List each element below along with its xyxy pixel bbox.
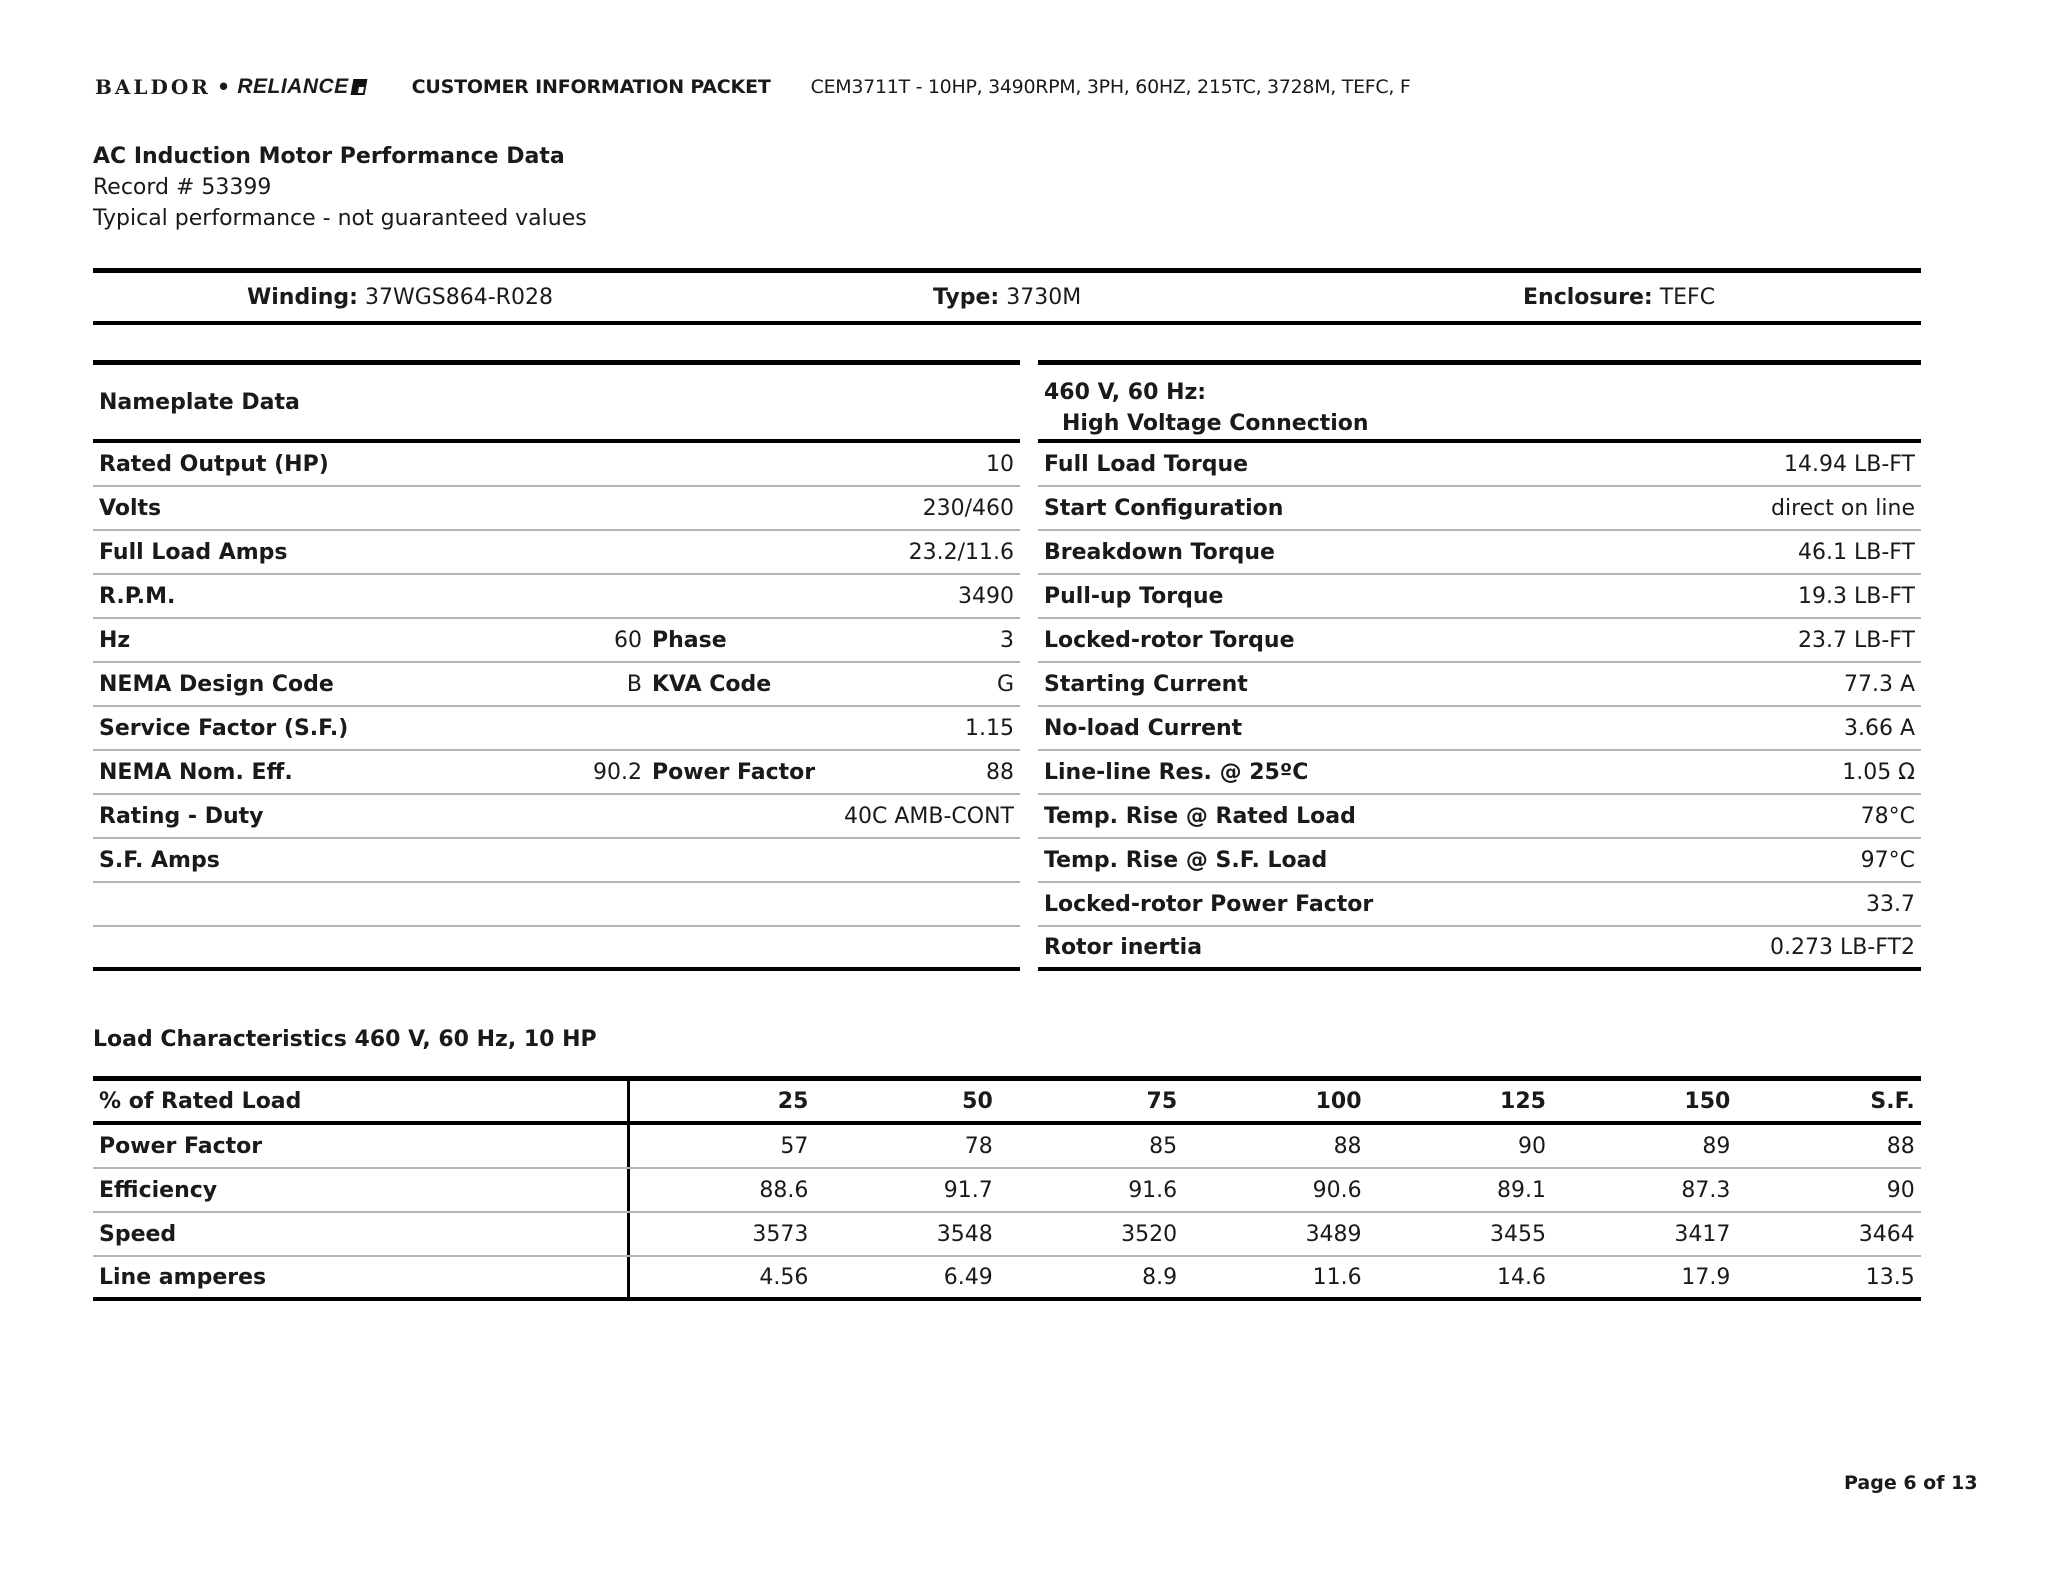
cell: 11.6 <box>1312 1264 1362 1290</box>
table-row <box>93 443 1020 487</box>
nameplate-title: Nameplate Data <box>93 365 1020 443</box>
table-row <box>93 1125 1921 1169</box>
high-voltage-subtitle: High Voltage Connection <box>1062 411 1369 436</box>
table-row <box>93 1213 1921 1257</box>
page-header <box>95 72 1411 102</box>
row-label: No-load Current <box>1044 715 1243 741</box>
row-mid-value: B <box>626 671 642 697</box>
cell: 89.1 <box>1496 1177 1546 1203</box>
winding-label: Winding: <box>247 284 358 310</box>
cell: 3489 <box>1305 1221 1362 1247</box>
type-label: Type: <box>933 284 1000 310</box>
cell: 89 <box>1702 1133 1731 1159</box>
header-label: % of Rated Load <box>93 1081 630 1121</box>
column-header: S.F. <box>1870 1088 1915 1114</box>
table-row <box>93 751 1020 795</box>
row-mid-value: 60 <box>614 627 642 653</box>
row-value: 3490 <box>958 583 1014 609</box>
table-row <box>93 707 1020 751</box>
row-value: 1.05 Ω <box>1842 759 1915 785</box>
cell: 14.6 <box>1496 1264 1546 1290</box>
product-description: CEM3711T - 10HP, 3490RPM, 3PH, 60HZ, 215TC, 3728M, TEFC, F <box>810 76 1411 98</box>
cell: 6.49 <box>943 1264 993 1290</box>
cell: 88.6 <box>759 1177 809 1203</box>
cell: 3520 <box>1121 1221 1178 1247</box>
column-header: 150 <box>1684 1088 1731 1114</box>
column-header: 75 <box>1146 1088 1178 1114</box>
row-value: G <box>996 671 1014 697</box>
row-label: Pull-up Torque <box>1044 583 1224 609</box>
table-row-empty <box>93 927 1020 971</box>
winding-field <box>247 285 553 310</box>
row-value: 14.94 LB-FT <box>1784 451 1915 477</box>
row-label: Power Factor <box>93 1125 630 1167</box>
row-label: Rating - Duty <box>99 803 264 829</box>
row-mid-label: KVA Code <box>652 671 772 697</box>
row-value: 88 <box>986 759 1014 785</box>
row-label: Full Load Amps <box>99 539 288 565</box>
cell: 57 <box>780 1133 809 1159</box>
type-value: 3730M <box>1006 284 1082 310</box>
row-label: Line-line Res. @ 25ºC <box>1044 759 1309 785</box>
row-value: 23.7 LB-FT <box>1798 627 1915 653</box>
table-row-empty <box>93 883 1020 927</box>
cell: 90 <box>1886 1177 1915 1203</box>
table-row <box>1038 663 1921 707</box>
row-value: 33.7 <box>1866 891 1915 917</box>
row-mid-label: Phase <box>652 627 727 653</box>
enclosure-value: TEFC <box>1659 284 1716 310</box>
page-number: Page 6 of 13 <box>1844 1472 1978 1494</box>
high-voltage-table <box>1038 360 1921 971</box>
table-row <box>93 531 1020 575</box>
column-header: 125 <box>1500 1088 1546 1114</box>
column-header: 25 <box>777 1088 809 1114</box>
row-value: 3 <box>1000 627 1014 653</box>
column-header: 100 <box>1315 1088 1362 1114</box>
table-row <box>1038 839 1921 883</box>
logo-baldor-text: BALDOR <box>95 75 211 99</box>
cell: 88 <box>1333 1133 1362 1159</box>
row-label: R.P.M. <box>99 583 176 609</box>
winding-info-bar <box>93 268 1921 325</box>
row-value: 3.66 A <box>1843 715 1915 741</box>
table-row <box>1038 575 1921 619</box>
cell: 4.56 <box>759 1264 809 1290</box>
row-label: Line amperes <box>93 1257 630 1297</box>
document-title: AC Induction Motor Performance Data <box>93 144 565 169</box>
row-value: 10 <box>986 451 1014 477</box>
logo-separator: • <box>216 75 232 99</box>
table-row <box>93 1169 1921 1213</box>
cell: 3417 <box>1674 1221 1731 1247</box>
row-value: direct on line <box>1771 495 1915 521</box>
cell: 85 <box>1149 1133 1178 1159</box>
table-row <box>1038 531 1921 575</box>
load-characteristics-title: Load Characteristics 460 V, 60 Hz, 10 HP <box>93 1027 597 1052</box>
row-label: Rated Output (HP) <box>99 451 329 477</box>
table-row <box>1038 487 1921 531</box>
row-value: 23.2/11.6 <box>908 539 1014 565</box>
nameplate-table <box>93 360 1020 971</box>
row-value: 46.1 LB-FT <box>1798 539 1915 565</box>
winding-value: 37WGS864-R028 <box>364 284 553 310</box>
cell: 78 <box>964 1133 993 1159</box>
cell: 91.7 <box>943 1177 993 1203</box>
cell: 13.5 <box>1865 1264 1915 1290</box>
record-number: Record # 53399 <box>93 175 272 200</box>
cell: 3548 <box>936 1221 993 1247</box>
row-value: 78°C <box>1860 803 1915 829</box>
table-row <box>1038 751 1921 795</box>
row-label: S.F. Amps <box>99 847 220 873</box>
row-label: Hz <box>99 627 131 653</box>
logo-reliance-text: RELIANCE <box>237 75 349 98</box>
cell: 3455 <box>1489 1221 1546 1247</box>
row-label: Full Load Torque <box>1044 451 1249 477</box>
cell: 17.9 <box>1681 1264 1731 1290</box>
row-label: Start Configuration <box>1044 495 1284 521</box>
row-label: Locked-rotor Torque <box>1044 627 1295 653</box>
load-characteristics-table <box>93 1076 1921 1301</box>
row-label: Breakdown Torque <box>1044 539 1275 565</box>
performance-note: Typical performance - not guaranteed values <box>93 206 587 231</box>
row-value: 230/460 <box>922 495 1014 521</box>
column-header: 50 <box>962 1088 993 1114</box>
table-row <box>1038 619 1921 663</box>
row-mid-label: Power Factor <box>652 759 816 785</box>
cell: 87.3 <box>1681 1177 1731 1203</box>
row-label: NEMA Nom. Eff. <box>99 759 293 785</box>
high-voltage-title: 460 V, 60 Hz: <box>1044 380 1207 405</box>
row-label: Starting Current <box>1044 671 1248 697</box>
packet-title: CUSTOMER INFORMATION PACKET <box>411 76 771 98</box>
row-label: Volts <box>99 495 162 521</box>
row-value: 77.3 A <box>1843 671 1915 697</box>
cell: 91.6 <box>1128 1177 1178 1203</box>
high-voltage-header <box>1038 365 1921 443</box>
table-row <box>1038 883 1921 927</box>
row-label: Temp. Rise @ S.F. Load <box>1044 847 1328 873</box>
cell: 3464 <box>1858 1221 1915 1247</box>
table-row <box>1038 795 1921 839</box>
table-row <box>93 663 1020 707</box>
table-row <box>93 487 1020 531</box>
table-row <box>93 575 1020 619</box>
row-value: 40C AMB-CONT <box>844 803 1014 829</box>
row-label: NEMA Design Code <box>99 671 334 697</box>
row-label: Efficiency <box>93 1169 630 1211</box>
table-row <box>1038 707 1921 751</box>
logo-mark-icon <box>350 79 367 95</box>
row-label: Speed <box>93 1213 630 1255</box>
table-row <box>93 619 1020 663</box>
table-row <box>1038 927 1921 971</box>
row-value: 19.3 LB-FT <box>1798 583 1915 609</box>
table-row <box>93 1257 1921 1301</box>
table-row <box>93 795 1020 839</box>
row-value: 97°C <box>1860 847 1915 873</box>
type-field <box>933 285 1081 310</box>
document-title-block <box>93 141 587 234</box>
cell: 3573 <box>752 1221 809 1247</box>
row-value: 0.273 LB-FT2 <box>1770 934 1915 960</box>
row-label: Rotor inertia <box>1044 934 1203 960</box>
table-header-row <box>93 1081 1921 1125</box>
row-label: Service Factor (S.F.) <box>99 715 349 741</box>
baldor-reliance-logo <box>95 75 366 99</box>
row-value: 1.15 <box>965 715 1014 741</box>
cell: 90.6 <box>1312 1177 1362 1203</box>
row-mid-value: 90.2 <box>593 759 642 785</box>
row-label: Temp. Rise @ Rated Load <box>1044 803 1356 829</box>
table-row <box>93 839 1020 883</box>
cell: 90 <box>1517 1133 1546 1159</box>
enclosure-label: Enclosure: <box>1523 284 1653 310</box>
table-row <box>1038 443 1921 487</box>
row-label: Locked-rotor Power Factor <box>1044 891 1374 917</box>
enclosure-field <box>1523 285 1715 310</box>
cell: 8.9 <box>1142 1264 1178 1290</box>
cell: 88 <box>1886 1133 1915 1159</box>
